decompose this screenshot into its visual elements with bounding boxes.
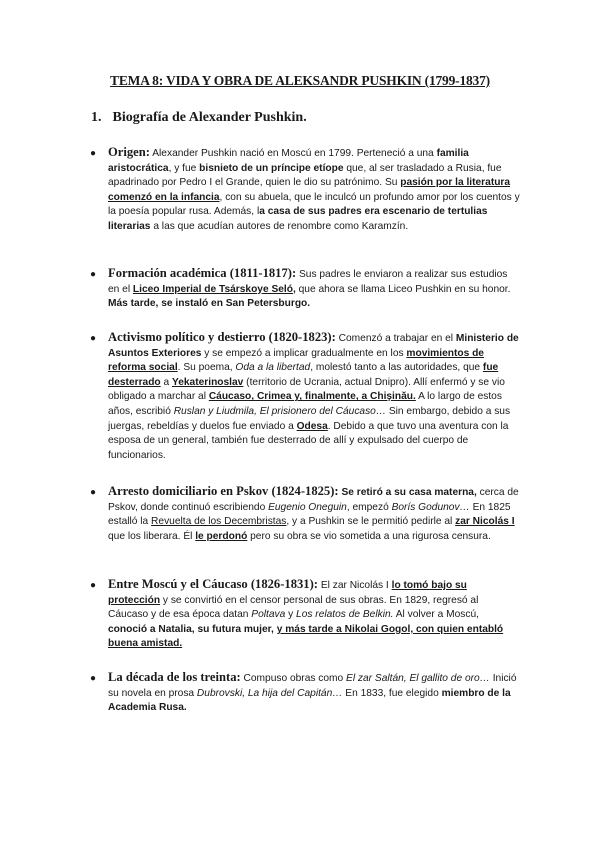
bullet-item — [90, 577, 520, 652]
item-text — [108, 333, 519, 461]
text-run: que los liberara. Él — [108, 530, 196, 542]
text-run: a — [160, 376, 172, 388]
emphasis-text: Borís Godunov… — [391, 501, 470, 513]
bullet-item — [90, 330, 520, 463]
text-run: Comenzó a trabajar en el — [335, 333, 456, 344]
bullet-icon: ● — [90, 487, 97, 498]
text-run: A lo largo de estos años, escribió — [108, 391, 502, 417]
emphasis-text: Cáucaso, Crimea y, finalmente, a Chişinău. — [208, 391, 416, 403]
text-run: que ahora se llama Liceo Pushkin en su honor. — [295, 283, 511, 295]
text-run: . Su poema, — [177, 362, 236, 374]
emphasis-text: zar Nicolás I — [455, 516, 515, 528]
emphasis-text: y más tarde a Nikolai Gogol, con quien entabló buena amistad. — [108, 623, 504, 650]
item-text — [108, 148, 520, 232]
item-heading: Entre Moscú y el Cáucaso (1826-1831): — [108, 577, 318, 591]
emphasis-text: Se retiró a su casa materna, — [338, 487, 477, 498]
bullet-icon: ● — [90, 148, 97, 159]
emphasis-text: conoció a Natalia, su futura mujer, — [108, 623, 274, 635]
section-title: Biografía de Alexander Pushkin. — [112, 110, 307, 125]
text-run: que, al ser trasladado a Rusia, fue apadrinado por Pedro I el Grande, quien le dio su patrónimo. Su — [108, 162, 502, 189]
emphasis-text: bisnieto de un príncipe etíope — [199, 162, 344, 174]
emphasis-text: movimientos de reforma social — [108, 347, 484, 374]
bullet-item — [90, 266, 520, 312]
bullet-icon: ● — [90, 580, 97, 591]
text-run: Compuso obras como — [240, 673, 347, 684]
emphasis-text: fue desterrado — [108, 362, 499, 388]
item-heading: Origen: — [108, 145, 150, 159]
emphasis-text: Revuelta de los Decembristas — [151, 516, 287, 528]
text-run: , con su abuela, que le inculcó un profundo amor por los cuentos y la poesía popular rusa. Además, l — [108, 191, 520, 218]
emphasis-text: Poltava — [251, 609, 286, 621]
text-run: y se convirtió en el censor personal de sus obras. En 1829, regresó al Cáucaso y de esa época datan — [108, 594, 479, 621]
emphasis-text: pasión por la literatura comenzó en la infancia — [108, 177, 511, 203]
text-run: Sin embargo, debido a sus juergas, rebeldías y duelos fue enviado a — [108, 405, 511, 432]
text-run: , y fue — [168, 162, 200, 174]
emphasis-text: Más tarde, se instaló en San Petersburgo. — [108, 298, 311, 310]
text-run: Alexander Pushkin nació en Moscú en 1799. Perteneció a una — [149, 148, 437, 159]
emphasis-text: Ministerio de Asuntos Exteriores — [108, 333, 519, 359]
item-heading: Activismo político y destierro (1820-1823): — [108, 330, 336, 344]
emphasis-text: Ruslan y Liudmila, El prisionero del Cáucaso… — [173, 405, 387, 417]
section-number: 1. — [91, 110, 102, 125]
text-run: En 1825 estalló la — [108, 501, 511, 528]
text-run: pero su obra se vio sometida a una rigurosa censura. — [247, 530, 491, 542]
item-heading: Arresto domiciliario en Pskov (1824-1825): — [108, 484, 339, 498]
document-title: TEMA 8: VIDA Y OBRA DE ALEKSANDR PUSHKIN (1799-1837) — [110, 73, 490, 88]
bullet-item — [90, 145, 520, 235]
text-run: y — [285, 609, 297, 621]
text-run: El zar Nicolás I — [318, 580, 392, 591]
bullet-item — [90, 670, 520, 716]
emphasis-text: Los relatos de Belkin. — [296, 609, 394, 621]
emphasis-text: Dubrovski, La hija del Capitán… — [196, 687, 343, 699]
emphasis-text: El zar Saltán, El gallito de oro… — [346, 673, 490, 684]
emphasis-text: lo tomó bajo su protección — [108, 580, 467, 606]
section-heading — [91, 110, 307, 126]
item-heading: Formación académica (1811-1817): — [108, 266, 297, 280]
emphasis-text: Odesa — [296, 420, 328, 432]
text-run: , empezó — [346, 501, 392, 513]
emphasis-text: Liceo Imperial de Tsárskoye Seló, — [132, 283, 296, 295]
emphasis-text: miembro de la Academia Rusa. — [108, 687, 511, 714]
text-run: a las que acudían autores de renombre como Karamzín. — [150, 220, 409, 232]
emphasis-text: a casa de sus padres era escenario de tertulias literarias — [108, 206, 488, 232]
text-run: y se empezó a implicar gradualmente en los — [201, 347, 407, 359]
emphasis-text: le perdonó — [195, 530, 248, 542]
item-heading: La década de los treinta: — [108, 670, 241, 684]
emphasis-text: familia aristocrática — [108, 148, 469, 174]
emphasis-text: Yekaterinoslav — [171, 376, 244, 388]
emphasis-text: Oda a la libertad — [235, 362, 311, 374]
text-run: Inició su novela en prosa — [108, 673, 517, 699]
bullet-icon: ● — [90, 333, 97, 344]
text-run: Sus padres le enviaron a realizar sus estudios en el — [108, 269, 508, 295]
text-run: , molestó tanto a las autoridades, que — [310, 362, 483, 374]
text-run: (territorio de Ucrania, actual Dnipro). Allí enfermó y se vio obligado a marchar al — [108, 376, 505, 403]
text-run: En 1833, fue elegido — [342, 687, 442, 699]
bullet-icon: ● — [90, 269, 97, 280]
bullet-item — [90, 484, 520, 544]
text-run: , y a Pushkin se le permitió pedirle al — [286, 516, 456, 528]
text-run: cerca de Pskov, donde continuó escribiendo — [108, 487, 519, 513]
text-run: Al volver a Moscú, — [393, 609, 479, 621]
emphasis-text: Eugenio Oneguin — [268, 501, 347, 513]
bullet-icon: ● — [90, 673, 97, 684]
text-run: . Debido a que tuvo una aventura con la esposa de un general, también fue desterrado de allí y expulsado del cuerpo de funcionarios. — [108, 420, 509, 461]
